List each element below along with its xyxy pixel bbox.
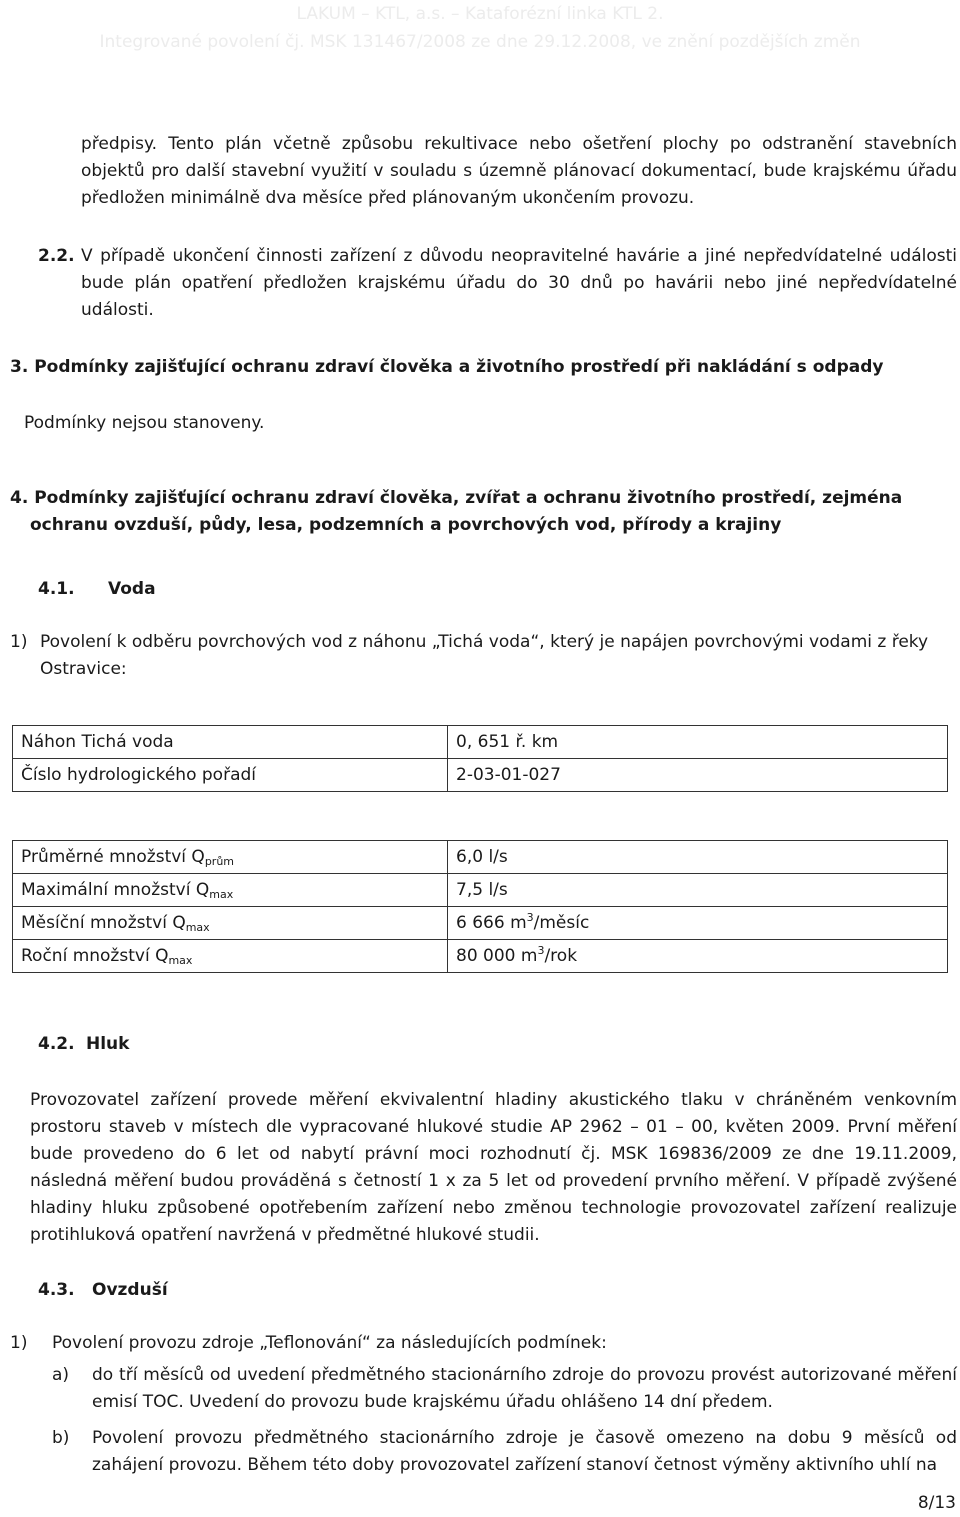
- section-4-1-title: Voda: [108, 579, 156, 599]
- ovzdusi-item-text: Povolení provozu zdroje „Teflonování“ za následujících podmínek:: [52, 1333, 607, 1353]
- page-number: 8/13: [917, 1493, 956, 1513]
- ovzdusi-item-number: 1): [10, 1333, 28, 1353]
- table-row: [13, 874, 948, 907]
- section-3-heading: 3. Podmínky zajišťující ochranu zdraví člověka a životního prostředí při nakládání s odpady: [10, 357, 884, 377]
- intro-paragraph: předpisy. Tento plán včetně způsobu rekultivace nebo ošetření plochy po odstranění stavebních objektů pro další stavební využití v souladu s územně plánovací dokumentací, bude krajskému úřadu předložen minimálně dva měsíce před plánovaným ukončením provozu.: [81, 134, 957, 208]
- table-row: [13, 841, 948, 874]
- table-cell-label: Průměrné množství Qprům: [13, 841, 448, 874]
- condition-b-number: b): [52, 1428, 70, 1448]
- section-4-2-number: 4.2.: [38, 1034, 75, 1054]
- section-4-1-number: 4.1.: [38, 579, 75, 599]
- section-3-text: Podmínky nejsou stanoveny.: [24, 413, 265, 433]
- table-cell-label: Číslo hydrologického pořadí: [13, 759, 448, 792]
- table-cell-value: 0, 651 ř. km: [448, 726, 948, 759]
- section-4-3-title: Ovzduší: [92, 1280, 168, 1300]
- section-4-3-number: 4.3.: [38, 1280, 75, 1300]
- table-cell-value: 7,5 l/s: [448, 874, 948, 907]
- table-cell-label: Náhon Tichá voda: [13, 726, 448, 759]
- water-quantity-table: [12, 840, 948, 973]
- document-header-line2: Integrované povolení čj. MSK 131467/2008 ze dne 29.12.2008, ve znění pozdějších změn: [99, 32, 861, 52]
- table-cell-label: Maximální množství Qmax: [13, 874, 448, 907]
- table-row: [13, 759, 948, 792]
- section-4-2-text: Provozovatel zařízení provede měření ekvivalentní hladiny akustického tlaku v chráněném venkovním prostoru staveb v místech dle vypracované hlukové studie AP 2962 – 01 – 00, květen 2009. První měření bude provedeno do 6 let od nabytí právní moci rozhodnutí čj. MSK 169836/2009 ze dne 19.11.2009, následná měření budou prováděná s četností 1 x za 5 let od provedení prvního měření. V případě zvýšené hladiny hluku způsobené opotřebením zařízení nebo změnou technologie provozovatel zařízení realizuje protihluková opatření navržená v předmětné hlukové studii.: [30, 1090, 957, 1245]
- table-cell-value: 6 666 $m^3$/měsíc: [448, 907, 948, 940]
- condition-a-text: do tří měsíců od uvedení předmětného stacionárního zdroje do provozu provést autorizované měření emisí TOC. Uvedení do provozu bude krajskému úřadu ohlášeno 14 dní předem.: [92, 1365, 957, 1412]
- table-cell-label: Roční množství Qmax: [13, 940, 448, 973]
- table-cell-value: 80 000 $m^3$/rok: [448, 940, 948, 973]
- section-2-2-number: 2.2.: [38, 246, 75, 266]
- condition-a-number: a): [52, 1365, 70, 1385]
- table-cell-label: Měsíční množství Qmax: [13, 907, 448, 940]
- section-2-2-text: V případě ukončení činnosti zařízení z důvodu neopravitelné havárie a jiné nepředvídatelné události bude plán opatření předložen krajskému úřadu do 30 dnů po havárii nebo jiné nepředvídatelné události.: [81, 246, 957, 320]
- section-4-heading-line2: ochranu ovzduší, půdy, lesa, podzemních a povrchových vod, přírody a krajiny: [30, 515, 782, 535]
- table-cell-value: 6,0 l/s: [448, 841, 948, 874]
- condition-b-text: Povolení provozu předmětného stacionárního zdroje je časově omezeno na dobu 9 měsíců od zahájení provozu. Během této doby provozovatel zařízení stanoví četnost výměny aktivního uhlí na: [92, 1428, 957, 1475]
- section-4-2-title: Hluk: [86, 1034, 130, 1054]
- table-row: [13, 726, 948, 759]
- section-4-heading-line1: 4. Podmínky zajišťující ochranu zdraví člověka, zvířat a ochranu životního prostředí, zejména: [10, 488, 903, 508]
- table-row: [13, 940, 948, 973]
- voda-item-number: 1): [10, 632, 28, 652]
- voda-item-text: Povolení k odběru povrchových vod z náhonu „Tichá voda“, který je napájen povrchovými vodami z řeky Ostravice:: [40, 632, 929, 679]
- water-source-table: [12, 725, 948, 792]
- table-cell-value: 2-03-01-027: [448, 759, 948, 792]
- document-header-line1: LAKUM – KTL, a.s. – Kataforézní linka KTL 2.: [296, 4, 664, 24]
- table-row: [13, 907, 948, 940]
